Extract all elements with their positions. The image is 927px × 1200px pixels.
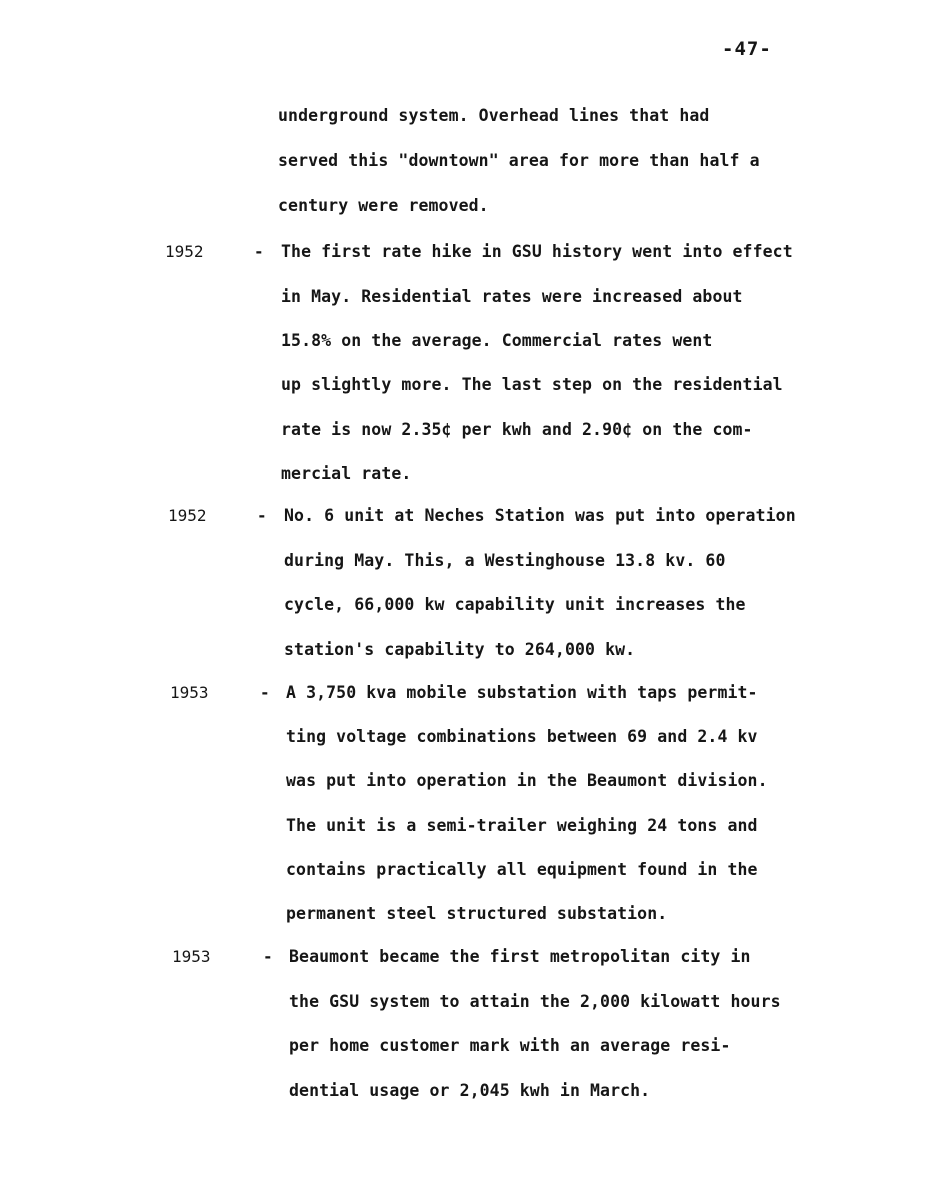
entry-line: 15.8% on the average. Commercial rates went <box>281 331 713 350</box>
entry-line: Beaumont became the first metropolitan city in <box>289 947 751 966</box>
intro-line: underground system. Overhead lines that had <box>278 106 710 125</box>
entry-line: the GSU system to attain the 2,000 kilowatt hours <box>289 992 781 1011</box>
entry-line: ting voltage combinations between 69 and 2.4 kv <box>286 727 758 746</box>
entry-line: cycle, 66,000 kw capability unit increases the <box>284 595 746 614</box>
entry-line: No. 6 unit at Neches Station was put into operation <box>284 506 796 525</box>
entry-line: mercial rate. <box>281 464 412 483</box>
entry-line: was put into operation in the Beaumont division. <box>286 771 768 790</box>
entry-line: per home customer mark with an average resi- <box>289 1036 731 1055</box>
entry-year: 1952 <box>168 506 207 525</box>
entry-dash: - <box>254 242 264 261</box>
entry-dash: - <box>263 947 273 966</box>
page-number: -47- <box>722 38 772 60</box>
entry-dash: - <box>257 506 267 525</box>
entry-line: rate is now 2.35¢ per kwh and 2.90¢ on the com- <box>281 420 753 439</box>
entry-line: during May. This, a Westinghouse 13.8 kv. 60 <box>284 551 726 570</box>
entry-dash: - <box>260 683 270 702</box>
entry-line: dential usage or 2,045 kwh in March. <box>289 1081 651 1100</box>
entry-line: station's capability to 264,000 kw. <box>284 640 636 659</box>
entry-line: up slightly more. The last step on the residential <box>281 375 783 394</box>
entry-year: 1953 <box>172 947 211 966</box>
entry-line: A 3,750 kva mobile substation with taps permit- <box>286 683 758 702</box>
entry-line: contains practically all equipment found in the <box>286 860 758 879</box>
entry-year: 1953 <box>170 683 209 702</box>
entry-line: The first rate hike in GSU history went into effect <box>281 242 793 261</box>
entry-line: permanent steel structured substation. <box>286 904 668 923</box>
entry-line: in May. Residential rates were increased about <box>281 287 743 306</box>
entry-year: 1952 <box>165 242 204 261</box>
intro-line: century were removed. <box>278 196 489 215</box>
entry-line: The unit is a semi-trailer weighing 24 tons and <box>286 816 758 835</box>
intro-line: served this "downtown" area for more than half a <box>278 151 760 170</box>
